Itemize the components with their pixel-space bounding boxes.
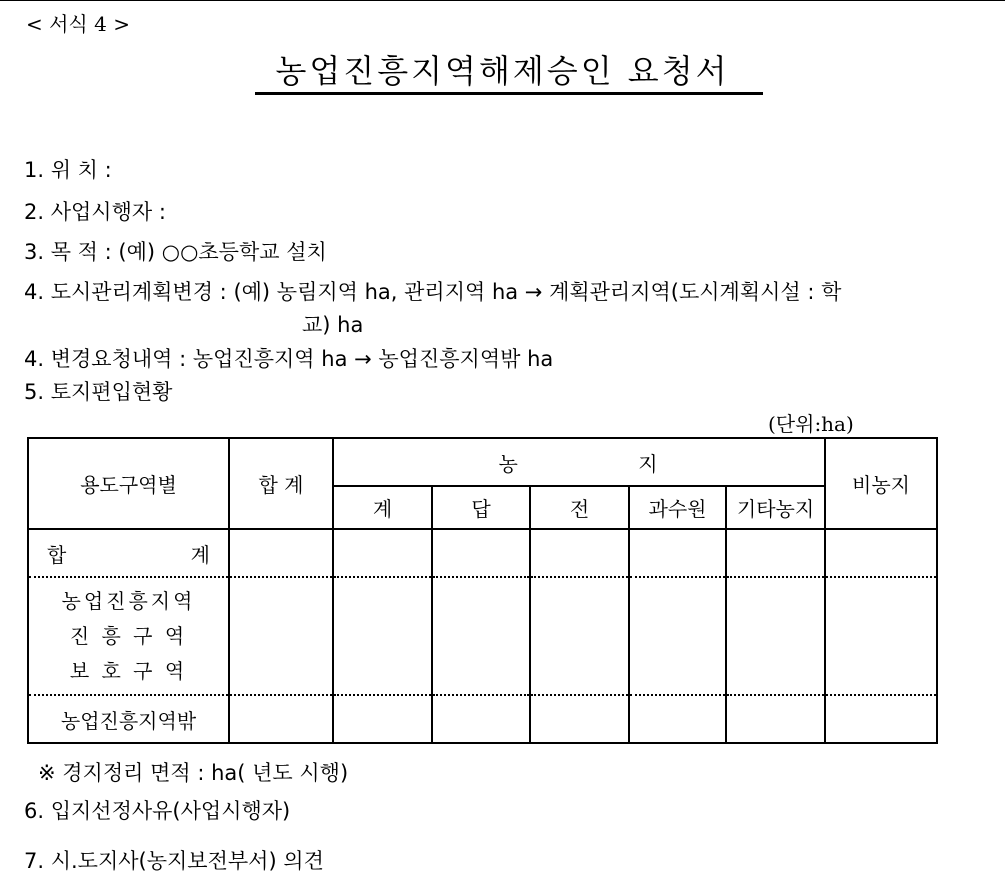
table-cell[interactable] (530, 529, 629, 577)
table-cell[interactable] (333, 577, 432, 695)
table-cell[interactable] (229, 529, 333, 577)
header-field: 전 (530, 486, 629, 529)
item-change-request (24, 343, 553, 373)
document-title: 농업진흥지역해제승인 요청서 (275, 52, 730, 90)
row-zone-line1: 농업진흥지역 (61, 588, 196, 613)
table-cell[interactable] (432, 529, 530, 577)
table-cell[interactable] (629, 695, 726, 743)
table-cell[interactable] (629, 577, 726, 695)
row-zone-line3: 보 호 구 역 (69, 658, 188, 683)
top-border (0, 0, 1005, 1)
table-cell[interactable] (530, 695, 629, 743)
table-cell[interactable] (629, 529, 726, 577)
item-site-reason: 6. 입지선정사유(사업시행자) (24, 799, 291, 823)
item-location-label: 1. 위 치 : (24, 158, 112, 182)
table-cell[interactable] (333, 529, 432, 577)
item-plan-change-continuation: 교) ha (302, 313, 364, 337)
item-change-request-label: 4. 변경요청내역 : (24, 347, 187, 371)
item-opinion: 7. 시.도지사(농지보전부서) 의견 (24, 849, 324, 873)
row-outside-label: 농업진흥지역밖 (28, 695, 229, 743)
table-cell[interactable] (229, 695, 333, 743)
item-change-request-value: 농업진흥지역 ha → 농업진흥지역밖 ha (192, 347, 554, 371)
row-total-label (28, 529, 229, 577)
item-plan-change (24, 276, 841, 306)
consolidation-note: ※ 경지정리 면적 : ha( 년도 시행) (38, 761, 349, 785)
item-plan-change-value: (예) 농림지역 ha, 관리지역 ha → 계획관리지역(도시계획시설 : 학 (233, 280, 842, 304)
row-zone-line2: 진 흥 구 역 (69, 623, 188, 648)
table-cell[interactable] (229, 577, 333, 695)
table-cell[interactable] (432, 695, 530, 743)
table-cell[interactable] (726, 695, 825, 743)
table-cell[interactable] (726, 529, 825, 577)
item-purpose-label: 3. 목 적 : (24, 240, 112, 264)
header-other: 기타농지 (726, 486, 825, 529)
header-sub-total: 계 (333, 486, 432, 529)
table-cell[interactable] (825, 577, 937, 695)
header-paddy: 답 (432, 486, 530, 529)
header-zone: 용도구역별 (28, 438, 229, 529)
header-total: 합 계 (229, 438, 333, 529)
table-cell[interactable] (726, 577, 825, 695)
item-purpose-value: (예) ○○초등학교 설치 (118, 240, 327, 264)
item-location (24, 154, 112, 184)
header-farmland: 농 지 (333, 438, 825, 486)
row-total-left: 합 (47, 542, 67, 567)
item-land-status: 5. 토지편입현황 (24, 380, 173, 404)
table-cell[interactable] (333, 695, 432, 743)
row-total-right: 계 (190, 542, 210, 567)
table-cell[interactable] (825, 695, 937, 743)
header-non-farmland: 비농지 (825, 438, 937, 529)
item-operator (24, 196, 166, 226)
form-number-label: < 서식 4 > (26, 12, 130, 36)
unit-label: (단위:ha) (768, 412, 854, 436)
title-underline (255, 92, 763, 95)
item-plan-change-label: 4. 도시관리계획변경 : (24, 280, 227, 304)
table-cell[interactable] (825, 529, 937, 577)
item-operator-label: 2. 사업시행자 : (24, 200, 166, 224)
item-purpose (24, 236, 327, 266)
table-cell[interactable] (432, 577, 530, 695)
table-cell[interactable] (530, 577, 629, 695)
row-zone-label (28, 577, 229, 695)
header-orchard: 과수원 (629, 486, 726, 529)
land-status-table (27, 437, 938, 744)
